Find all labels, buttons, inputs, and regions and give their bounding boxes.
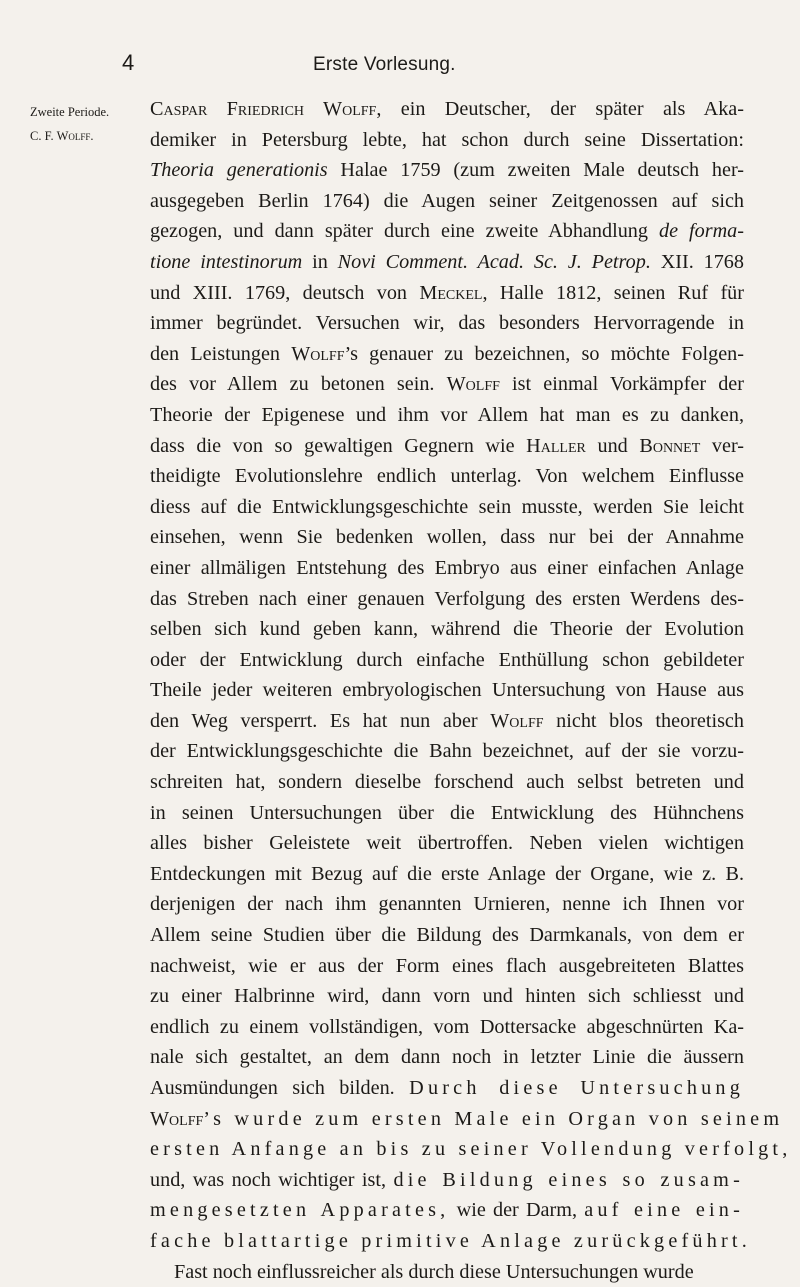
text-segment: alles bisher Geleistete weit übertroffen. Neben vielen wichtigen: [150, 832, 744, 855]
text-line: [150, 155, 744, 186]
text-segment: den Leistungen: [150, 342, 292, 365]
text-segment: endlich zu einem vollständigen, vom Dottersacke abgeschnürten Ka-: [150, 1015, 744, 1038]
text-segment: Bonnet: [639, 434, 701, 457]
text-line: [150, 584, 744, 615]
text-segment: das Streben nach einer genauen Verfolgung des ersten Werdens des-: [150, 587, 744, 610]
text-line: [150, 247, 744, 278]
text-segment: selben sich kund geben kann, während die Theorie der Evolution: [150, 618, 744, 641]
text-segment: demiker in Petersburg lebte, hat schon durch seine Dissertation:: [150, 128, 744, 151]
body-text: [150, 94, 792, 1287]
text-segment: diess auf die Entwicklungsgeschichte sein musste, werden Sie leicht: [150, 495, 744, 518]
text-segment: derjenigen der nach ihm genannten Urnieren, nenne ich Ihnen vor: [150, 893, 744, 916]
text-line: [150, 767, 744, 798]
text-segment: zu einer Halbrinne wird, dann vorn und hinten sich schliesst und: [150, 985, 744, 1008]
text-line: [150, 278, 744, 309]
text-line: [150, 522, 744, 553]
text-segment: Novi Comment. Acad. Sc. J. Petrop.: [337, 250, 651, 273]
text-segment: gezogen, und dann später durch eine zweite Abhandlung: [150, 220, 659, 243]
text-segment: Allem seine Studien über die Bildung des Darmkanals, von dem er: [150, 924, 744, 947]
text-line: [150, 431, 744, 462]
text-line: [150, 981, 744, 1012]
text-segment: fache blattartige primitive Anlage zurückgeführt.: [150, 1229, 751, 1252]
text-line: [150, 859, 744, 890]
text-line: [150, 706, 744, 737]
text-segment: ist einmal Vorkämpfer der: [499, 373, 744, 396]
text-segment: Theile jeder weiteren embryologischen Untersuchung von Hause aus: [150, 679, 744, 702]
text-segment: , Halle 1812, seinen Ruf für: [482, 281, 744, 304]
text-line: [150, 216, 744, 247]
text-segment: den Weg versperrt. Es hat nun aber: [150, 709, 491, 732]
page-header: [0, 50, 800, 80]
text-line: [150, 920, 744, 951]
text-line: [150, 1104, 784, 1135]
text-segment: und XIII. 1769, deutsch von: [150, 281, 420, 304]
text-segment: nachweist, wie er aus der Form eines flach ausgebreiteten Blattes: [150, 954, 744, 977]
text-line: [150, 889, 744, 920]
text-line: [150, 1257, 744, 1287]
text-segment: ausgegeben Berlin 1764) die Augen seiner Zeitgenossen auf sich: [150, 189, 744, 212]
text-segment: Wolff: [490, 709, 544, 732]
text-segment: und: [585, 434, 640, 457]
text-segment: dass die von so gewaltigen Gegnern wie: [150, 434, 527, 457]
text-segment: Theorie der Epigenese und ihm vor Allem hat man es zu danken,: [150, 403, 744, 426]
text-line: [150, 828, 744, 859]
text-line: [150, 492, 744, 523]
text-segment: XII. 1768: [650, 250, 744, 273]
margin-subject: C. F. Wolff.: [30, 129, 94, 143]
text-segment: in: [302, 250, 338, 273]
text-segment: ver-: [700, 434, 744, 457]
text-segment: Entdeckungen mit Bezug auf die erste Anlage der Organe, wie z. B.: [150, 862, 744, 885]
text-segment: immer begründet. Versuchen wir, das besonders Hervorragende in: [150, 312, 744, 335]
text-line: [150, 798, 744, 829]
text-segment: de forma-: [658, 220, 744, 243]
text-line: [150, 94, 744, 125]
text-line: [150, 308, 744, 339]
text-line: [150, 1073, 744, 1104]
text-segment: einer allmäligen Entstehung des Embryo aus einer einfachen Anlage: [150, 556, 744, 579]
text-segment: Wolff: [446, 373, 500, 396]
text-segment: und, was noch wichtiger ist,: [150, 1168, 394, 1191]
text-line: [150, 675, 744, 706]
text-line: [150, 339, 744, 370]
text-segment: tione intestinorum: [150, 250, 303, 273]
text-line: [150, 645, 744, 676]
text-segment: Haller: [526, 434, 586, 457]
text-segment: Fast noch einflussreicher als durch diese Untersuchungen wurde: [174, 1260, 694, 1283]
running-title: Erste Vorlesung.: [313, 54, 456, 75]
text-segment: auf eine ein-: [584, 1199, 744, 1222]
text-line: [150, 125, 744, 156]
text-segment: Halae 1759 (zum zweiten Male deutsch her-: [327, 159, 744, 182]
text-line: [150, 400, 744, 431]
text-segment: in seinen Untersuchungen über die Entwicklung des Hühnchens: [150, 801, 744, 824]
text-segment: wie der Darm,: [449, 1199, 585, 1222]
text-segment: ’s genauer zu bezeichnen, so möchte Folgen-: [344, 342, 744, 365]
text-line: [150, 553, 744, 584]
text-segment: oder der Entwicklung durch einfache Enthüllung schon gebildeter: [150, 648, 744, 671]
margin-period: Zweite Periode.: [30, 105, 110, 119]
text-line: [150, 1195, 744, 1226]
text-line: [150, 1134, 792, 1165]
text-segment: mengesetzten Apparates,: [150, 1199, 450, 1222]
text-line: [150, 1165, 744, 1196]
text-segment: ersten Anfange an bis zu seiner Vollendung verfolgt,: [150, 1138, 792, 1161]
text-line: [150, 369, 744, 400]
text-line: [150, 614, 744, 645]
text-line: [150, 1226, 751, 1257]
text-segment: Durch diese Untersuchung: [409, 1077, 745, 1099]
text-segment: des vor Allem zu betonen sein.: [150, 373, 447, 396]
text-segment: Caspar Friedrich Wolff: [150, 98, 377, 120]
text-line: [150, 1012, 744, 1043]
text-line: [150, 1042, 744, 1073]
text-line: [150, 461, 744, 492]
text-segment: Ausmündungen sich bilden.: [150, 1077, 410, 1099]
margin-notes: [30, 100, 140, 148]
text-segment: nale sich gestaltet, an dem dann noch in letzter Linie die äussern: [150, 1046, 744, 1069]
text-segment: nicht blos theoretisch: [543, 709, 744, 732]
text-line: [150, 736, 744, 767]
text-segment: Meckel: [419, 281, 483, 304]
text-line: [150, 186, 744, 217]
text-segment: , ein Deutscher, der später als Aka-: [376, 98, 744, 120]
text-segment: einsehen, wenn Sie bedenken wollen, dass nur bei der Annahme: [150, 526, 744, 549]
text-segment: die Bildung eines so zusam-: [393, 1168, 744, 1191]
text-segment: Theoria generationis: [150, 159, 328, 182]
text-segment: theidigte Evolutionslehre endlich unterlag. Von welchem Einflusse: [150, 465, 744, 488]
text-segment: Wolff: [291, 342, 345, 365]
text-line: [150, 951, 744, 982]
page-number: 4: [122, 50, 135, 75]
text-segment: schreiten hat, sondern dieselbe forschend auch selbst betreten und: [150, 771, 744, 794]
text-segment: ’s wurde zum ersten Male ein Organ von seinem: [203, 1107, 784, 1130]
text-segment: Wolff: [150, 1107, 204, 1130]
text-segment: der Entwicklungsgeschichte die Bahn bezeichnet, auf der sie vorzu-: [150, 740, 744, 763]
